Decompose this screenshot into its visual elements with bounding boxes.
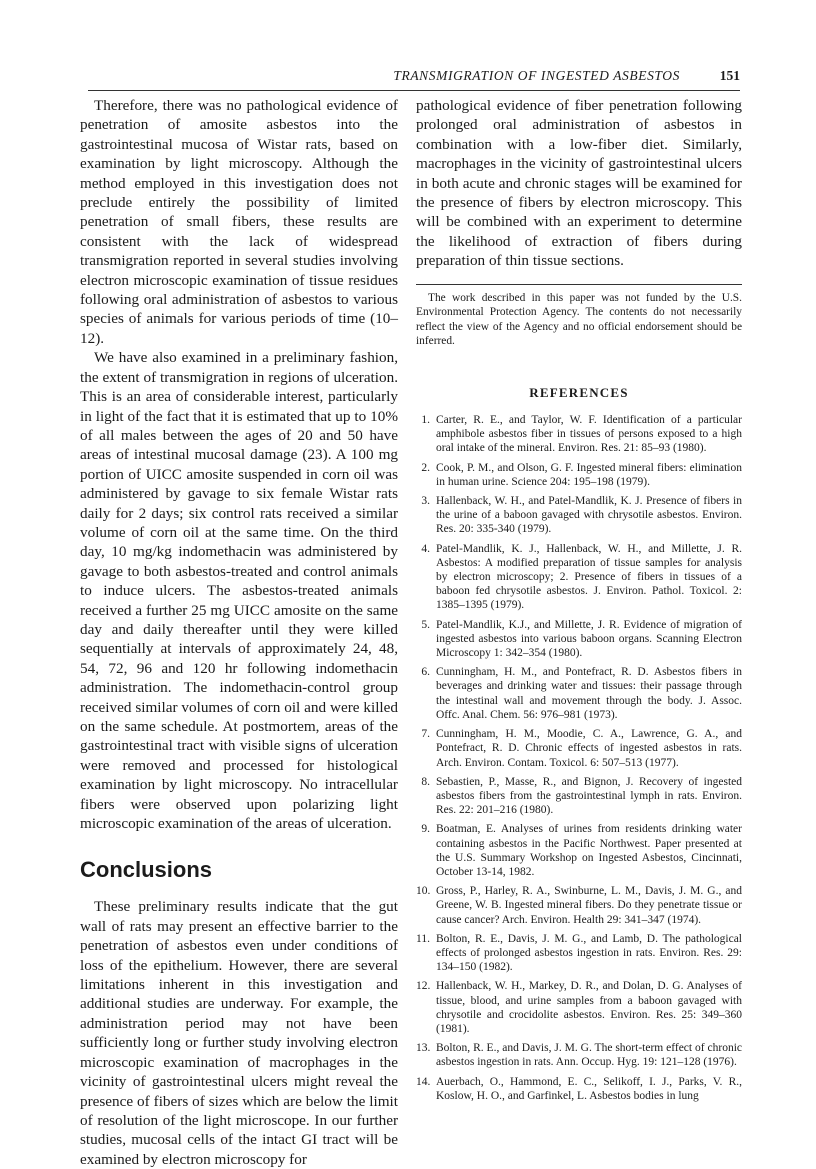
running-title: TRANSMIGRATION OF INGESTED ASBESTOS: [393, 68, 680, 83]
reference-text: Gross, P., Harley, R. A., Swinburne, L. M., Davis, J. M. G., and Greene, W. B. Ingested mineral fibers. Do they penetrate tissue or cause cancer? Arch. Environ. Health 29: 341–347 (1974).: [436, 885, 742, 926]
reference-text: Hallenback, W. H., Markey, D. R., and Dolan, D. G. Analyses of tissue, blood, and urine samples from a baboon gavaged with chrysotile and crocidolite asbestos. Environ. Res. 25: 349–360 (1981).: [436, 980, 742, 1035]
reference-number: 4.: [421, 542, 430, 555]
reference-text: Sebastien, P., Masse, R., and Bignon, J. Recovery of ingested asbestos fibers from the gastrointestinal lymph in rats. Environ. Res. 22: 201–216 (1980).: [436, 775, 742, 817]
reference-number: 3.: [421, 495, 430, 508]
body-paragraph: These preliminary results indicate that the gut wall of rats may present an effective barrier to the penetration of asbestos even under conditions of loss of the epithelium. However, there are several limitations inherent in this investigation and additional studies are underway. For example, the administration period may not have been sufficiently long or further study involving electron microscopic examination of macrophages in the vicinity of gastrointestinal ulcers might reveal the presence of fibers of sizes which are below the limit of resolution of the light microscope. In our further studies, mucosal cells of the intact GI tract will be examined by electron microscopy for: [80, 898, 398, 1168]
reference-text: Patel-Mandlik, K.J., and Millette, J. R. Evidence of migration of ingested asbestos into various baboon organs. Scanning Electron Microscopy 1: 342–354 (1980).: [436, 618, 742, 660]
reference-text: Auerbach, O., Hammond, E. C., Selikoff, I. J., Parks, V. R., Koslow, H. O., and Garfinkel, L. Asbestos bodies in lung: [436, 1075, 742, 1102]
reference-number: 12.: [416, 980, 431, 993]
reference-item: [416, 884, 742, 927]
reference-item: [416, 1041, 742, 1069]
reference-number: 6.: [421, 666, 430, 679]
left-column: [80, 96, 398, 1169]
reference-text: Cunningham, H. M., and Pontefract, R. D. Asbestos fibers in beverages and drinking water and tissues: their passage through the intestinal wall and movement through the body. J. Assoc. Offc. Anal. Chem. 56: 976–981 (1973).: [436, 666, 742, 721]
reference-text: Cook, P. M., and Olson, G. F. Ingested mineral fibers: elimination in human urine. Science 204: 195–198 (1979).: [436, 461, 742, 488]
footnote-rule: [416, 284, 742, 285]
reference-item: [416, 494, 742, 537]
header-rule: [88, 90, 740, 91]
page-number: 151: [719, 68, 740, 83]
reference-number: 1.: [421, 414, 430, 427]
body-paragraph: We have also examined in a preliminary fashion, the extent of transmigration in regions of ulceration. This is an area of considerable interest, particularly in light of the fact that it is estimated that up to 10% of all males between the ages of 20 and 50 have areas of intestinal mucosal damage (23). A 100 mg portion of UICC amosite suspended in corn oil was administered by gavage to six female Wistar rats daily for 2 days; six control rats received a similar volume of corn oil at the same time. On the third day, 10 mg/kg indomethacin was administered by gavage to both asbestos-treated and control animals to induce ulcers. The asbestos-treated animals received a further 25 mg UICC amosite on the same day and daily thereafter until they were killed sequentially at intervals of approximately 24, 48, 54, 72, 96 and 120 hr following indomethacin administration. The indomethacin-control group received similar volumes of corn oil and were killed on the same schedule. At postmortem, areas of the gastrointestinal tract with visible signs of ulceration were removed and processed for histological examination by light microscopy. No intracellular fibers were observed upon polarizing light microscopic examination of the areas of ulceration.: [80, 349, 398, 833]
reference-text: Carter, R. E., and Taylor, W. F. Identification of a particular amphibole asbestos fiber in tissues of persons exposed to a high oral intake of the mineral. Environ. Res. 21: 85–93 (1980).: [436, 414, 742, 455]
reference-item: [416, 775, 742, 818]
reference-text: Hallenback, W. H., and Patel-Mandlik, K. J. Presence of fibers in the urine of a baboon gavaged with chrysotile asbestos. Environ. Res. 20: 335-340 (1979).: [436, 495, 742, 536]
reference-item: [416, 461, 742, 489]
reference-text: Boatman, E. Analyses of urines from residents drinking water containing asbestos in the Pacific Northwest. Paper presented at the U.S. Summary Workshop on Ingested Asbestos, Cincinnati, October 13-14, 1982.: [436, 823, 742, 878]
reference-item: [416, 932, 742, 975]
reference-number: 14.: [416, 1075, 431, 1088]
reference-number: 7.: [421, 728, 430, 741]
reference-item: [416, 979, 742, 1036]
reference-number: 5.: [421, 618, 430, 631]
right-column: [416, 96, 742, 1108]
reference-number: 10.: [416, 885, 431, 898]
conclusions-heading: Conclusions: [80, 857, 213, 883]
reference-list: [416, 413, 742, 1103]
reference-text: Bolton, R. E., Davis, J. M. G., and Lamb, D. The pathological effects of prolonged asbestos ingestion in rats. Environ. Res. 29: 134–150 (1982).: [436, 932, 742, 974]
reference-number: 8.: [421, 775, 430, 788]
reference-item: [416, 665, 742, 722]
reference-text: Cunningham, H. M., Moodie, C. A., Lawrence, G. A., and Pontefract, R. D. Chronic effects of ingested asbestos in rats. Arch. Environ. Contam. Toxicol. 6: 507–513 (1977).: [436, 728, 742, 769]
body-paragraph-continued: pathological evidence of fiber penetration following prolonged oral administration of asbestos in combination with a low-fiber diet. Similarly, macrophages in the vicinity of gastrointestinal ulcers in both acute and chronic stages will be examined for the presence of fibers by electron microscopy. This will be combined with an experiment to determine the likelihood of extraction of fibers during preparation of thin tissue sections.: [416, 97, 742, 270]
reference-number: 11.: [416, 932, 430, 945]
reference-item: [416, 542, 742, 613]
reference-item: [416, 1075, 742, 1103]
reference-item: [416, 727, 742, 770]
reference-item: [416, 413, 742, 456]
running-header: [88, 68, 740, 88]
reference-text: Bolton, R. E., and Davis, J. M. G. The short-term effect of chronic asbestos ingestion in rats. Ann. Occup. Hyg. 19: 121–128 (1976).: [436, 1042, 742, 1069]
reference-number: 9.: [421, 823, 430, 836]
references-heading: REFERENCES: [529, 385, 629, 401]
body-paragraph: Therefore, there was no pathological evidence of penetration of amosite asbestos into the gastrointestinal mucosa of Wistar rats, based on examination by light microscopy. Although the method employed in this investigation does not preclude entirely the possibility of limited penetration of small fibers, these results are consistent with the lack of widespread transmigration reported in several studies involving electron microscopic examination of tissue residues following oral administration of asbestos to various species of animals for various periods of time (10–12).: [80, 97, 398, 347]
reference-text: Patel-Mandlik, K. J., Hallenback, W. H., and Millette, J. R. Asbestos: A modified preparation of tissue samples for analysis by electron microscopy; 2. Presence of fibers in tissues of a baboon fed chrysotile asbestos. J. Environ. Pathol. Toxicol. 2: 1385–1395 (1979).: [436, 542, 742, 612]
funding-footnote: The work described in this paper was not funded by the U.S. Environmental Protection Agency. The contents do not necessarily reflect the view of the Agency and no official endorsement should be inferred.: [416, 291, 742, 348]
reference-number: 13.: [416, 1042, 431, 1055]
reference-item: [416, 618, 742, 661]
reference-number: 2.: [421, 461, 430, 474]
reference-item: [416, 822, 742, 879]
